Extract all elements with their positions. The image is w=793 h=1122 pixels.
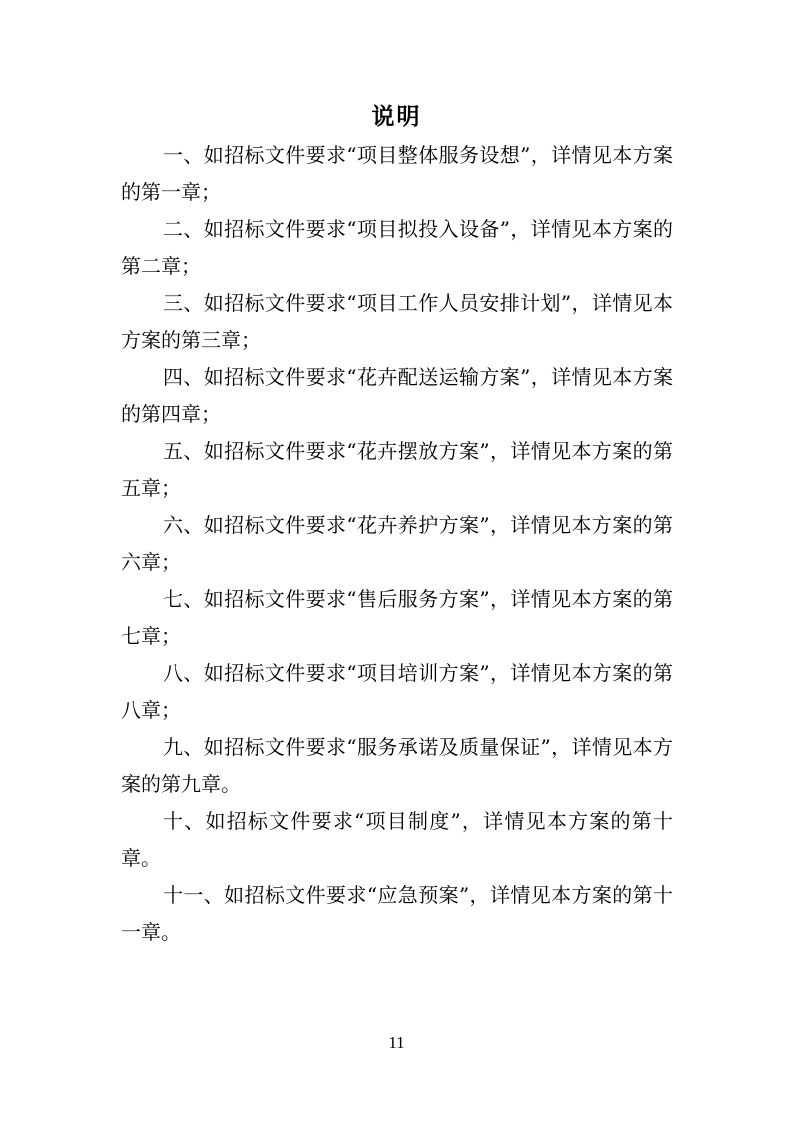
paragraph-item-2: 二、如招标文件要求“项目拟投入设备”，详情见本方案的第二章； <box>121 217 673 278</box>
paragraph-item-5: 五、如招标文件要求“花卉摆放方案”，详情见本方案的第五章； <box>121 439 673 500</box>
paragraph-item-3: 三、如招标文件要求“项目工作人员安排计划”，详情见本方案的第三章； <box>121 291 673 352</box>
paragraph-item-7: 七、如招标文件要求“售后服务方案”，详情见本方案的第七章； <box>121 587 673 648</box>
page-title: 说明 <box>371 103 422 130</box>
paragraph-item-11: 十一、如招标文件要求“应急预案”，详情见本方案的第十一章。 <box>121 883 673 944</box>
paragraph-item-8: 八、如招标文件要求“项目培训方案”，详情见本方案的第八章； <box>121 661 673 722</box>
paragraph-item-10: 十、如招标文件要求“项目制度”，详情见本方案的第十章。 <box>121 809 673 870</box>
paragraph-item-4: 四、如招标文件要求“花卉配送运输方案”，详情见本方案的第四章； <box>121 365 673 426</box>
document-body <box>121 137 673 951</box>
paragraph-item-6: 六、如招标文件要求“花卉养护方案”，详情见本方案的第六章； <box>121 513 673 574</box>
paragraph-item-1: 一、如招标文件要求“项目整体服务设想”，详情见本方案的第一章； <box>121 143 673 204</box>
paragraph-item-9: 九、如招标文件要求“服务承诺及质量保证”，详情见本方案的第九章。 <box>121 735 673 796</box>
page-number: 11 <box>388 1033 405 1052</box>
